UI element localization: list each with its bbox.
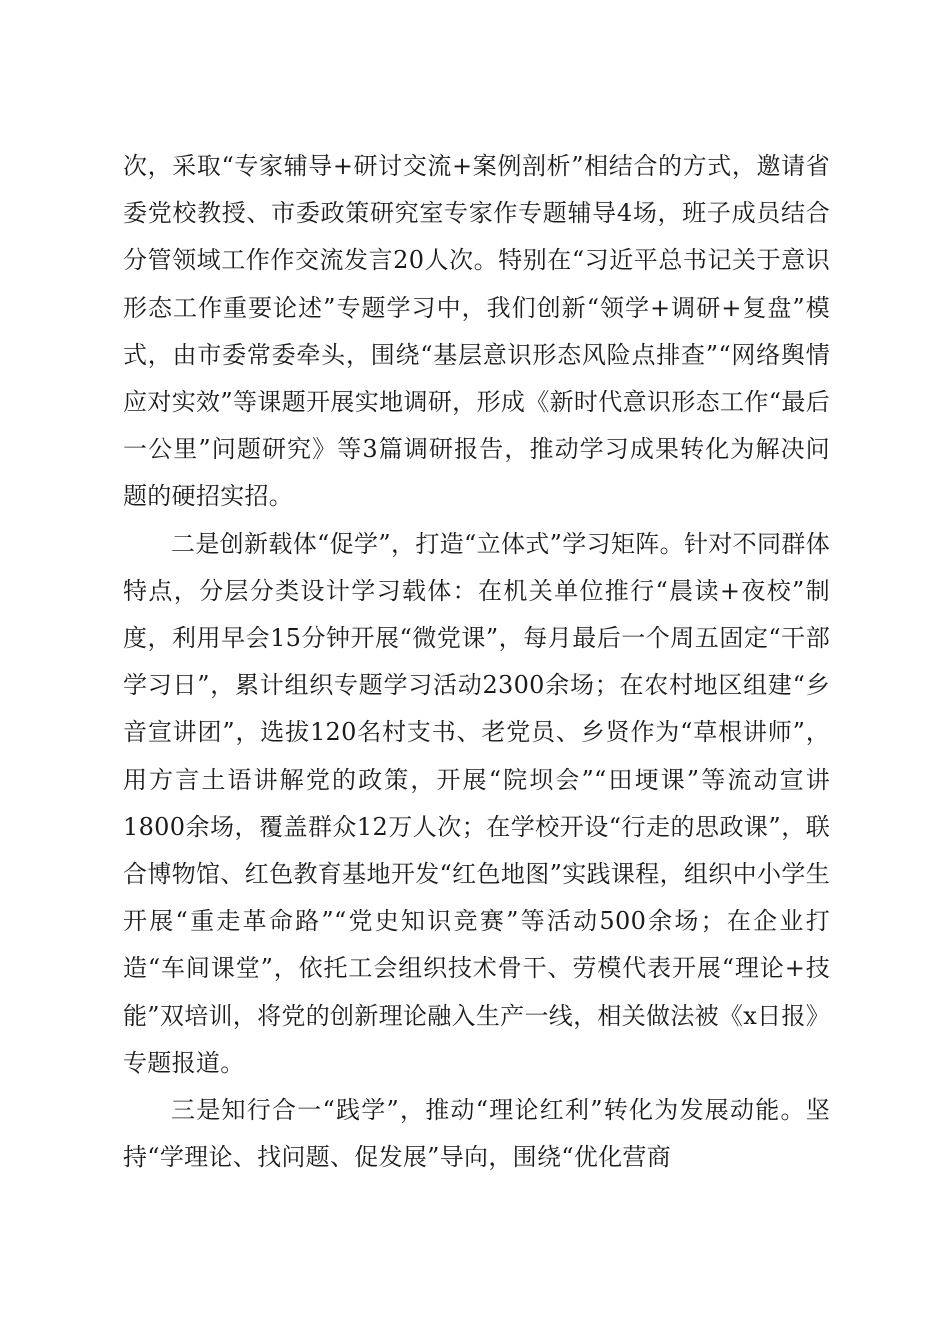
- document-body: [123, 143, 830, 1181]
- paragraph-innovate-carriers: 二是创新载体“促学”，打造“立体式”学习矩阵。针对不同群体特点，分层分类设计学习载体：在机关单位推行“晨读+夜校”制度，利用早会15分钟开展“微党课”，每月最后一个周五固定“干部学习日”，累计组织专题学习活动2300余场；在农村地区组建“乡音宣讲团”，选拔120名村支书、老党员、乡贤作为“草根讲师”，用方言土语讲解党的政策，开展“院坝会”“田埂课”等流动宣讲1800余场，覆盖群众12万人次；在学校开设“行走的思政课”，联合博物馆、红色教育基地开发“红色地图”实践课程，组织中小学生开展“重走革命路”“党史知识竞赛”等活动500余场；在企业打造“车间课堂”，依托工会组织技术骨干、劳模代表开展“理论+技能”双培训，将党的创新理论融入生产一线，相关做法被《x日报》专题报道。: [123, 529, 830, 1077]
- paragraph-practice-learning: 三是知行合一“践学”，推动“理论红利”转化为发展动能。坚持“学理论、找问题、促发展”导向，围绕“优化营商: [123, 1096, 830, 1172]
- paragraph-continuation: 次，采取“专家辅导+研讨交流+案例剖析”相结合的方式，邀请省委党校教授、市委政策研究室专家作专题辅导4场，班子成员结合分管领域工作作交流发言20人次。特别在“习近平总书记关于意识形态工作重要论述”专题学习中，我们创新“领学+调研+复盘”模式，由市委常委牵头，围绕“基层意识形态风险点排查”“网络舆情应对实效”等课题开展实地调研，形成《新时代意识形态工作“最后一公里”问题研究》等3篇调研报告，推动学习成果转化为解决问题的硬招实招。: [123, 152, 830, 511]
